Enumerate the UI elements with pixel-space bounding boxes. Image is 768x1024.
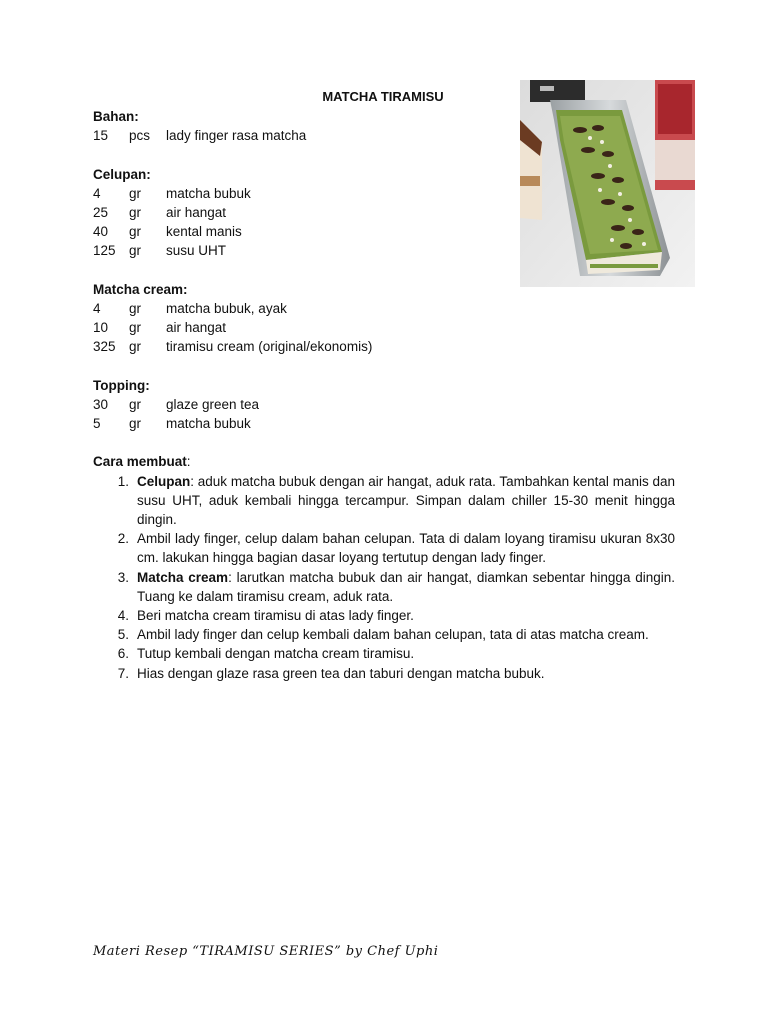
ingredient-name: lady finger rasa matcha: [166, 128, 307, 144]
step-label: Celupan: [137, 473, 191, 489]
ingredient-row: [93, 222, 675, 241]
section-heading: Matcha cream:: [93, 281, 188, 297]
ingredient-unit: gr: [129, 320, 142, 336]
ingredient-row: [93, 126, 675, 145]
ingredient-name: matcha bubuk: [166, 185, 251, 201]
method-step: [93, 568, 675, 606]
ingredient-row: [93, 337, 675, 356]
ingredient-row: [93, 395, 675, 414]
ingredient-unit: gr: [129, 204, 142, 220]
ingredient-row: [93, 184, 675, 203]
ingredient-row: [93, 414, 675, 433]
ingredient-qty: 40: [93, 224, 109, 240]
section-matcha-cream: [93, 280, 675, 357]
method-step: [93, 606, 675, 625]
recipe-title: MATCHA TIRAMISU: [322, 89, 444, 104]
method-step: [93, 529, 675, 567]
method-step: [93, 472, 675, 530]
step-number: 3.: [117, 569, 129, 585]
ingredient-name: matcha bubuk, ayak: [166, 300, 287, 316]
footer-credit: Materi Resep “TIRAMISU SERIES” by Chef Uphi: [93, 944, 439, 959]
section-heading: Topping:: [93, 377, 150, 393]
section-heading: Celupan:: [93, 166, 151, 182]
ingredient-unit: gr: [129, 224, 142, 240]
section-bahan: [93, 107, 675, 145]
ingredient-unit: gr: [129, 339, 142, 355]
step-text: : larutkan matcha bubuk dan air hangat, diamkan sebentar hingga dingin. Tuang ke dalam tiramisu cream, aduk rata.: [137, 569, 675, 604]
ingredient-unit: gr: [129, 243, 142, 259]
step-text: : aduk matcha bubuk dengan air hangat, aduk rata. Tambahkan kental manis dan susu UHT, aduk kembali hingga tercampur. Simpan dalam chiller 15-30 menit hingga dingin.: [137, 473, 675, 528]
method-heading: Cara membuat:: [93, 454, 191, 470]
ingredient-row: [93, 299, 675, 318]
ingredient-qty: 30: [93, 396, 109, 412]
ingredient-unit: gr: [129, 416, 142, 432]
ingredient-qty: 15: [93, 128, 109, 144]
ingredient-unit: gr: [129, 185, 142, 201]
ingredient-name: glaze green tea: [166, 396, 260, 412]
method-step: [93, 625, 675, 644]
ingredient-unit: pcs: [129, 128, 151, 144]
step-number: 7.: [117, 665, 129, 681]
step-text: Hias dengan glaze rasa green tea dan taburi dengan matcha bubuk.: [137, 665, 545, 681]
step-text: Beri matcha cream tiramisu di atas lady finger.: [137, 608, 414, 624]
ingredient-qty: 25: [93, 204, 109, 220]
step-number: 5.: [117, 627, 129, 643]
step-label: Matcha cream: [137, 569, 229, 585]
ingredient-name: susu UHT: [166, 243, 227, 259]
ingredient-row: [93, 203, 675, 222]
ingredient-qty: 4: [93, 185, 101, 201]
ingredient-unit: gr: [129, 396, 142, 412]
ingredient-name: kental manis: [166, 224, 242, 240]
ingredient-qty: 125: [93, 243, 116, 259]
ingredient-name: air hangat: [166, 204, 227, 220]
section-method: [93, 452, 675, 682]
section-heading: Bahan:: [93, 109, 139, 124]
step-text: Ambil lady finger dan celup kembali dalam bahan celupan, tata di atas matcha cream.: [137, 627, 649, 643]
ingredient-name: tiramisu cream (original/ekonomis): [166, 339, 373, 355]
section-celupan: [93, 165, 675, 261]
ingredient-qty: 10: [93, 320, 109, 336]
step-number: 1.: [117, 473, 129, 489]
ingredient-qty: 5: [93, 416, 101, 432]
ingredient-row: [93, 318, 675, 337]
ingredient-unit: gr: [129, 300, 142, 316]
ingredient-qty: 4: [93, 300, 101, 316]
ingredient-row: [93, 241, 675, 260]
ingredient-name: matcha bubuk: [166, 416, 251, 432]
ingredient-name: air hangat: [166, 320, 227, 336]
ingredient-qty: 325: [93, 339, 116, 355]
recipe-content: [93, 107, 675, 683]
step-number: 2.: [117, 531, 129, 547]
step-number: 4.: [117, 608, 129, 624]
method-steps: [93, 472, 675, 683]
section-topping: [93, 376, 675, 434]
method-step: [93, 664, 675, 683]
step-text: Tutup kembali dengan matcha cream tiramisu.: [137, 646, 415, 662]
method-step: [93, 644, 675, 663]
step-number: 6.: [117, 646, 129, 662]
step-text: Ambil lady finger, celup dalam bahan celupan. Tata di dalam loyang tiramisu ukuran 8x30 cm. lakukan hingga bagian dasar loyang tertutup dengan lady finger.: [137, 531, 675, 566]
